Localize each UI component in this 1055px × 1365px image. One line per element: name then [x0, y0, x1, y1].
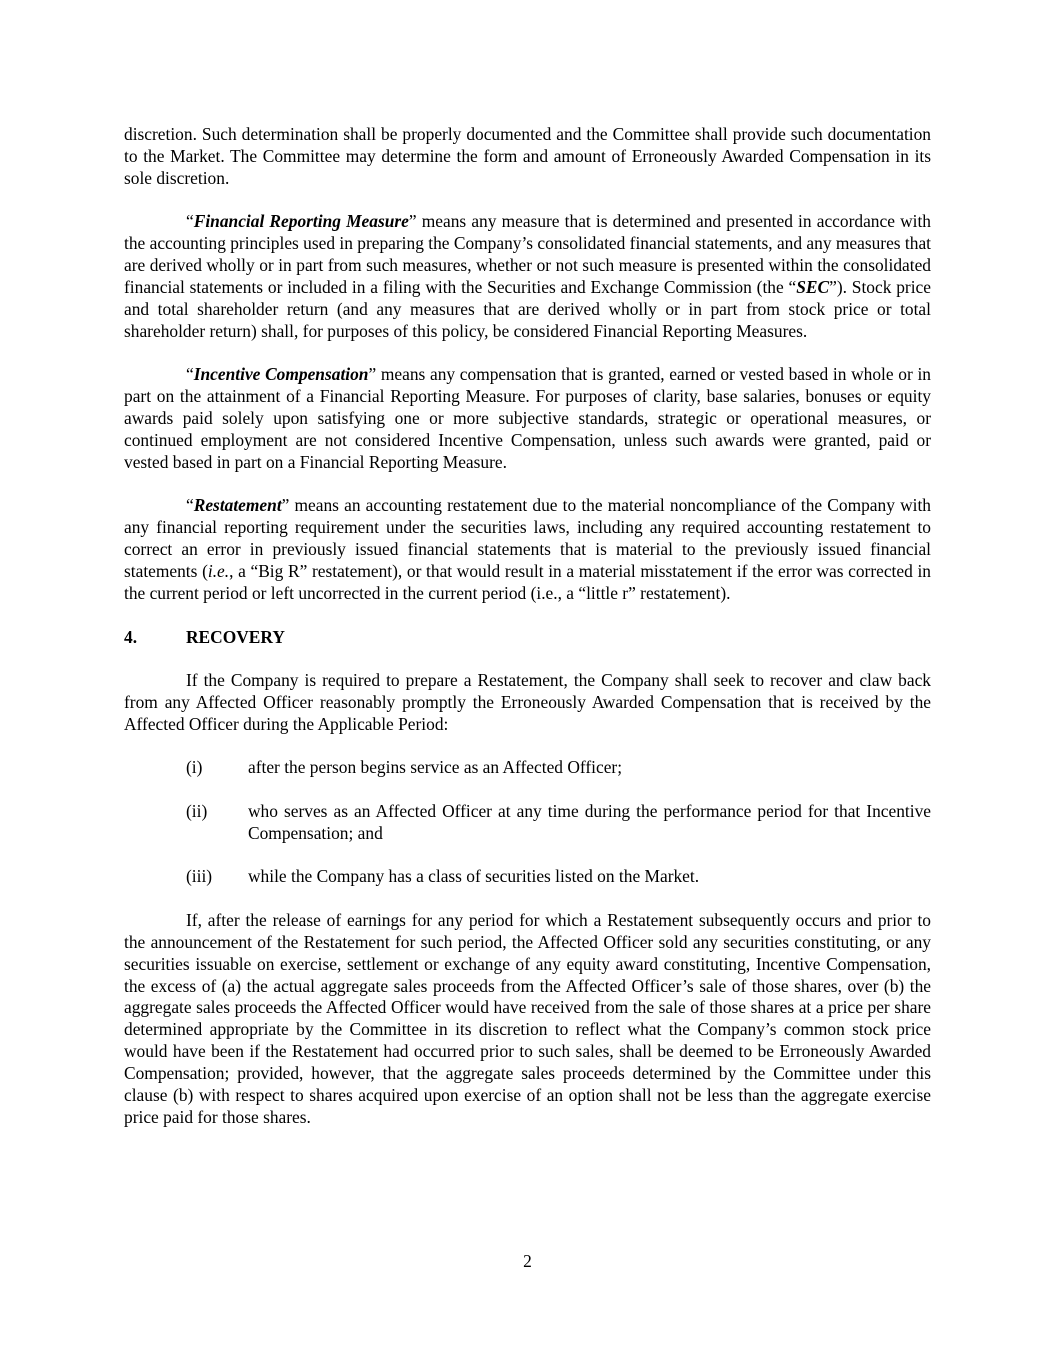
- section-title: RECOVERY: [186, 626, 285, 647]
- page-number: 2: [523, 1251, 532, 1271]
- defined-term: Incentive Compensation: [193, 364, 369, 385]
- defined-term: Financial Reporting Measure: [193, 211, 409, 232]
- section-heading: [124, 627, 931, 649]
- document-page: [124, 124, 931, 1150]
- definition-restatement: [124, 495, 931, 605]
- open-quote: “: [186, 364, 194, 385]
- definition-text-cont: , a “Big R” restatement), or that would result in a material misstatement if the error was corrected in the current period or left uncorrected in the current period (i.e., a “little r” restatement).: [124, 561, 931, 604]
- final-paragraph: If, after the release of earnings for any period for which a Restatement subsequently occurs and prior to the announcement of the Restatement for such period, the Affected Officer sold any securities constituting, or any securities issuable on exercise, settlement or exchange of any equity award constituting, Incentive Compensation, the excess of (a) the actual aggregate sales proceeds from the Affected Officer’s sale of those shares, over (b) the aggregate sales proceeds the Affected Officer would have received from the sale of those shares at a price per share determined appropriate by the Committee in its discretion to reflect what the Company’s common stock price would have been if the Restatement had occurred prior to such sales, shall be deemed to be Erroneously Awarded Compensation; provided, however, that the aggregate sales proceeds determined by the Committee under this clause (b) with respect to shares acquired upon exercise of an option shall not be less than the aggregate exercise price paid for those shares.: [124, 909, 931, 1127]
- definition-text: ” means an accounting restatement due to the material noncompliance of the Company with any financial reporting requirement under the securities laws, including any required accounting restatement to correct an error in previously issued financial statements that is material to the previously issued financial statements (: [124, 495, 931, 582]
- open-quote: “: [186, 211, 194, 232]
- defined-term: Restatement: [193, 495, 282, 516]
- list-item: [186, 757, 931, 779]
- list-marker: (i): [186, 757, 203, 778]
- list-item: [186, 801, 931, 845]
- definition-text-cont: ”). Stock price and total shareholder return (and any measures that are derived wholly or in part from stock price or total shareholder return) shall, for purposes of this policy, be considered Financial Reporting Measures.: [124, 277, 931, 341]
- section-number: 4.: [124, 626, 138, 647]
- paragraph-continuation: discretion. Such determination shall be properly documented and the Committee shall provide such documentation to the Market. The Committee may determine the form and amount of Erroneously Awarded Compensation in its sole discretion.: [124, 124, 931, 188]
- ie-abbreviation: i.e.: [207, 561, 230, 582]
- definition-text: ” means any measure that is determined and presented in accordance with the accounting principles used in preparing the Company’s consolidated financial statements, and any measures that are derived wholly or in part from such measures, whether or not such measure is presented within the consolidated financial statements or included in a filing with the Securities and Exchange Commission (the “: [124, 211, 931, 298]
- list-item: [186, 866, 931, 888]
- list-marker: (iii): [186, 866, 213, 887]
- list-text: while the Company has a class of securities listed on the Market.: [248, 866, 700, 887]
- list-text: who serves as an Affected Officer at any time during the performance period for that Incentive Compensation; and: [248, 800, 931, 843]
- list-text: after the person begins service as an Affected Officer;: [248, 757, 623, 778]
- list-marker: (ii): [186, 800, 208, 821]
- definition-text: ” means any compensation that is granted, earned or vested based in whole or in part on the attainment of a Financial Reporting Measure. For purposes of clarity, base salaries, bonuses or equity awards paid solely upon satisfying one or more subjective standards, strategic or operational measures, or continued employment are not considered Incentive Compensation, unless such awards were granted, paid or vested based in part on a Financial Reporting Measure.: [124, 364, 931, 472]
- definition-incentive-compensation: [124, 364, 931, 474]
- open-quote: “: [186, 495, 194, 516]
- definition-financial-reporting-measure: [124, 211, 931, 342]
- recovery-intro: If the Company is required to prepare a Restatement, the Company shall seek to recover and claw back from any Affected Officer reasonably promptly the Erroneously Awarded Compensation that is received by the Affected Officer during the Applicable Period:: [124, 670, 931, 734]
- defined-term-sec: SEC: [796, 277, 830, 298]
